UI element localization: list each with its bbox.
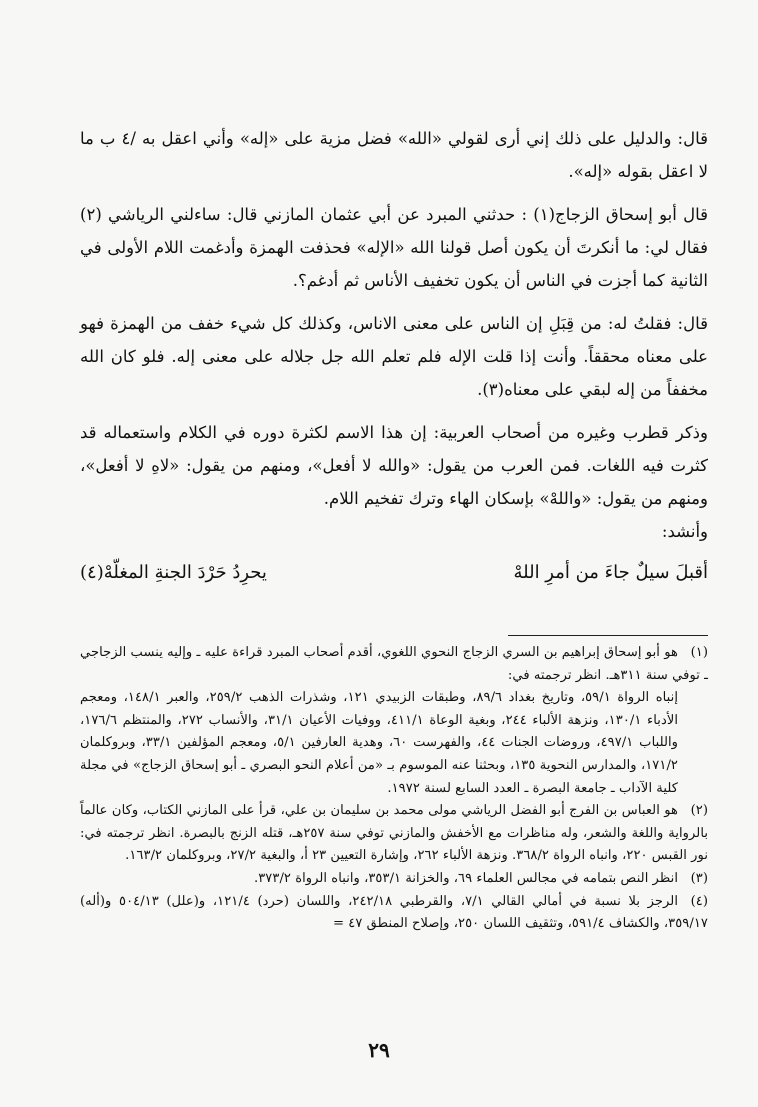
- verse: [80, 555, 708, 591]
- footnote-number: (٢): [690, 803, 708, 819]
- footnotes: [80, 642, 708, 936]
- paragraph-5: وأنشد:: [661, 522, 708, 541]
- footnote-text: هو أبو إسحاق إبراهيم بن السري الزجاج النحوي اللغوي، أقدم أصحاب المبرد قراءة عليه ـ وإليه ينسب الزجاجي ـ توفي سنة ٣١١هـ. انظر ترجمته في:: [80, 645, 708, 683]
- footnote-2: [80, 800, 708, 868]
- verse-hemistich-right: أقبلَ سيلٌ جاءَ من أمرِ اللهْ: [513, 562, 708, 583]
- footnote-text: انظر النص بتمامه في مجالس العلماء ٦٩، والخزانة ٣٥٣/١، وانباه الرواة ٣٧٣/٢.: [254, 870, 678, 886]
- main-text: [80, 122, 708, 591]
- footnote-1: [80, 642, 708, 800]
- paragraph-2: قال أبو إسحاق الزجاج(١) : حدثني المبرد عن أبي عثمان المازني قال: ساءلني الرياشي (٢) فقال لي: ما أنكرتَ أن يكون أصل قولنا الله «الإله» فحذفت الهمزة وأدغمت اللام الأولى في الثانية كما أجزت في الناس أن يكون تخفيف الأناس ثم أدغم؟.: [80, 205, 708, 290]
- paragraph-3: قال: فقلتُ له: من قِبَلِ إن الناس على معنى الاناس، وكذلك كل شيء خفف من الهمزة فهو على معناه محققاً. وأنت إذا قلت الإله فلم تعلم الله جل جلاله على معنى إله. فلو كان الله مخففاً من إله لبقي على معناه(٣).: [80, 314, 708, 399]
- paragraph-1: قال: والدليل على ذلك إني أرى لقولي «الله» فضل مزية على «إله» وأني اعقل به /٤ ب ما لا اعقل بقوله «إله».: [80, 129, 708, 181]
- footnote-number: (٣): [690, 870, 708, 886]
- footnote-text: هو العباس بن الفرج أبو الفضل الرياشي مولى محمد بن سليمان بن علي، قرأ على المازني الكتاب، وكان عالماً بالرواية واللغة والشعر، وله مناظرات مع الأخفش والمازني توفي سنة ٢٥٧هـ، قتله الزنج بالبصرة. انظر ترجمته في: نور القبس ٢٢٠، وانباه الرواة ٣٦٨/٢. ونزهة الألباء ٢٦٢، وإشارة التعيين ٢٣ أ، والبغية ٢٧/٢، وبروكلمان ١٦٣/٢.: [80, 803, 709, 864]
- footnote-4: [80, 891, 708, 936]
- verse-hemistich-left: يحرِدُ حَرْدَ الجنةِ المغلّهْ(٤): [80, 562, 267, 583]
- footnote-number: (٤): [690, 893, 708, 909]
- footnote-3: [80, 868, 708, 891]
- footnote-divider: [508, 635, 708, 636]
- footnote-continuation: إنباه الرواة ٥٩/١، وتاريخ بغداد ٨٩/٦، وطبقات الزبيدي ١٢١، وشذرات الذهب ٢٥٩/٢، والعبر ١٤٨/١، ومعجم الأدباء ١٣٠/١، ونزهة الألباء ٢٤٤، وبغية الوعاة ٤١١/١، ووفيات الأعيان ٣١/١، والأنساب ٢٧٢، والمنتظم ١٧٦/٦، واللباب ٤٩٧/١، وروضات الجنات ٤٤، والفهرست ٦٠، وهدية العارفين ٥/١، ومعجم المؤلفين ٣٣/١، وبروكلمان ١٧١/٢، والمدارس النحوية ١٣٥، وبحثنا عنه الموسوم بـ «من أعلام النحو البصري ـ أبو إسحاق الزجاج» في مجلة كلية الآداب ـ جامعة البصرة ـ العدد السابع لسنة ١٩٧٢.: [80, 690, 678, 796]
- footnote-number: (١): [690, 645, 708, 660]
- paragraph-4: وذكر قطرب وغيره من أصحاب العربية: إن هذا الاسم لكثرة دوره في الكلام واستعماله قد كثرت فيه اللغات. فمن العرب من يقول: «والله لا أفعل»، ومنهم من يقول: «لاهِ لا أفعل»، ومنهم من يقول: «واللهْ» بإسكان الهاء وترك تفخيم اللام.: [80, 423, 708, 508]
- footnote-text: الرجز بلا نسبة في أمالي القالي ٧/١، والقرطبي ٢٤٢/١٨، واللسان (حرد) ١٢١/٤، و(علل) ٥٠٤/١٣ و(أله) ٣٥٩/١٧، والكشاف ٥٩١/٤، وتثقيف اللسان ٢٥٠، وإصلاح المنطق ٤٧ =: [80, 893, 708, 932]
- page-number: ٢٩: [368, 1038, 390, 1062]
